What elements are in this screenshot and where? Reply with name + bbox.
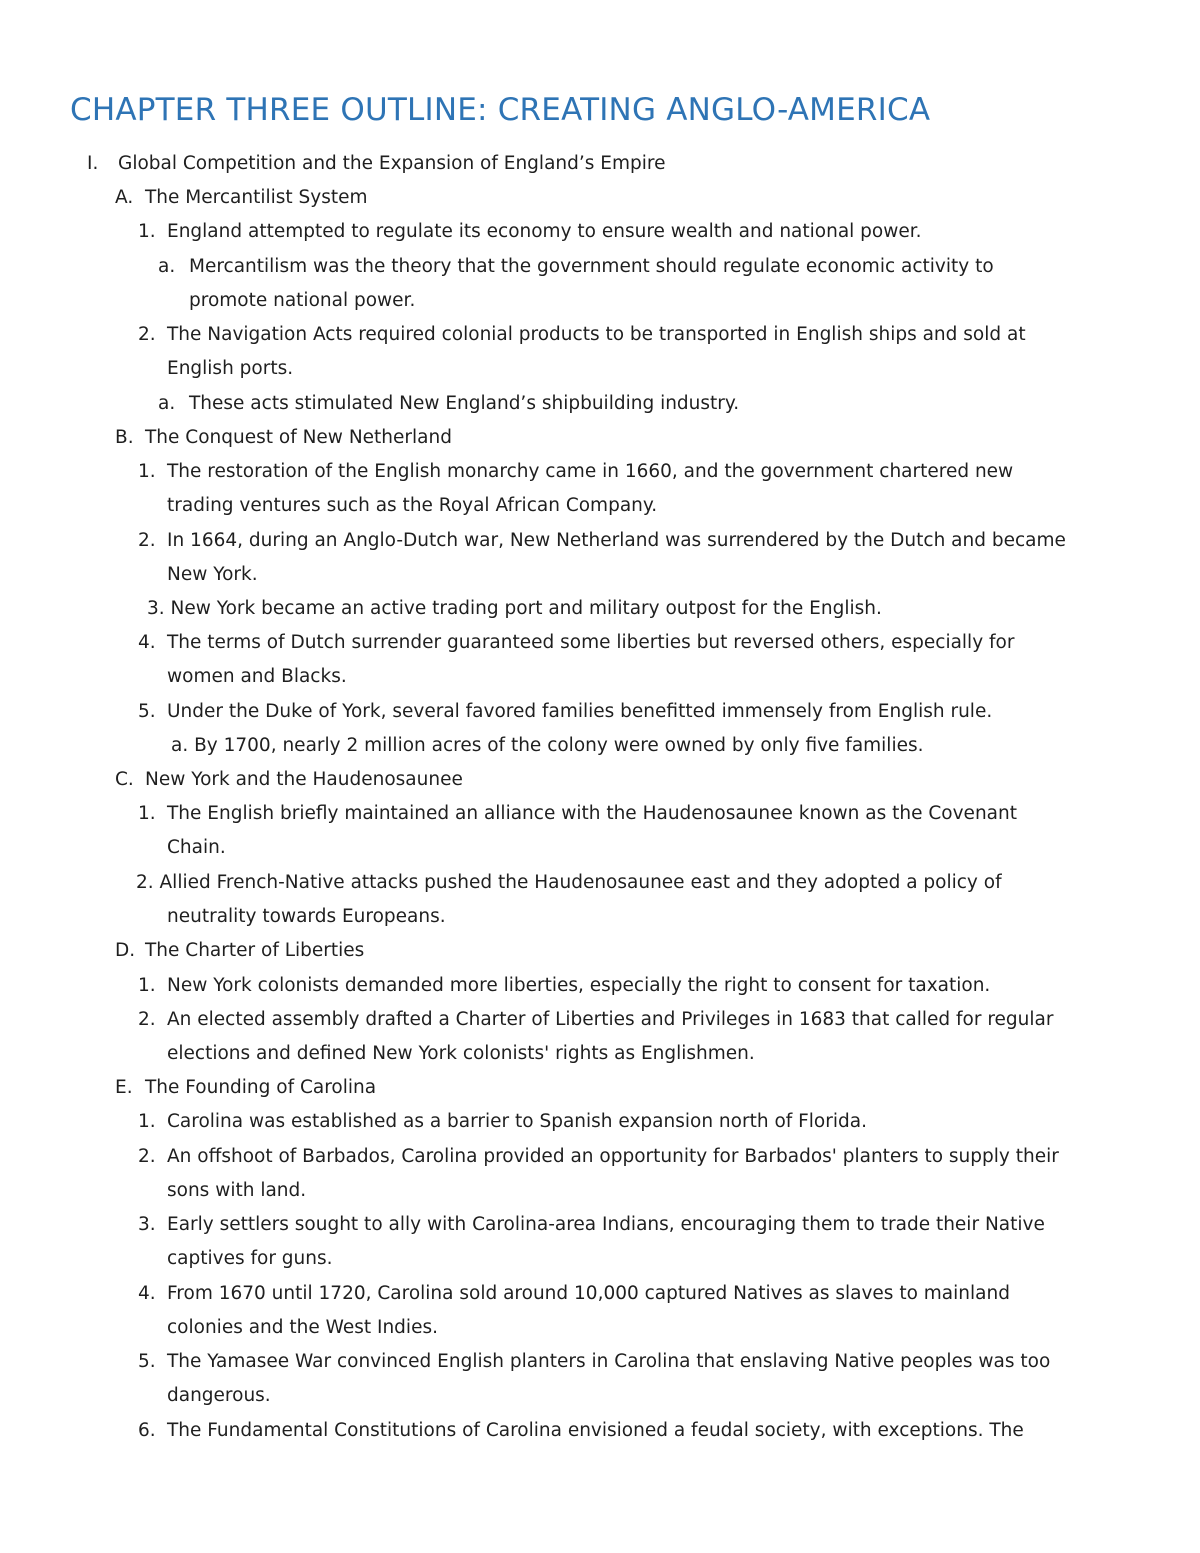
outline-text: These acts stimulated New England’s shipbuilding industry.	[189, 393, 740, 414]
outline-text: The Conquest of New Netherland	[145, 427, 452, 448]
outline-marker: 1.	[138, 461, 156, 482]
outline-text: An elected assembly drafted a Charter of Liberties and Privileges in 1683 that called for regular	[167, 1009, 1054, 1030]
outline-text: Carolina was established as a barrier to Spanish expansion north of Florida.	[167, 1111, 867, 1132]
outline-text: The Fundamental Constitutions of Carolina envisioned a feudal society, with exceptions. The	[167, 1420, 1024, 1441]
outline-marker: 1.	[138, 975, 156, 996]
outline-marker: 1.	[138, 221, 156, 242]
outline-text: An offshoot of Barbados, Carolina provided an opportunity for Barbados' planters to supply their	[167, 1146, 1059, 1167]
outline-text: New York colonists demanded more liberties, especially the right to consent for taxation.	[167, 975, 991, 996]
outline-text: trading ventures such as the Royal African Company.	[167, 495, 658, 516]
outline-text: elections and defined New York colonists' rights as Englishmen.	[167, 1043, 755, 1064]
outline-text: The Mercantilist System	[145, 187, 368, 208]
outline-text: The Charter of Liberties	[145, 940, 365, 961]
outline-text: From 1670 until 1720, Carolina sold around 10,000 captured Natives as slaves to mainland	[167, 1283, 1010, 1304]
outline-text: The Founding of Carolina	[145, 1077, 377, 1098]
outline-marker: E.	[115, 1077, 133, 1098]
outline-text: Global Competition and the Expansion of England’s Empire	[118, 153, 666, 174]
outline-marker: 2.	[138, 324, 156, 345]
outline-text: The Navigation Acts required colonial products to be transported in English ships and sold at	[167, 324, 1026, 345]
outline-text: neutrality towards Europeans.	[167, 906, 446, 927]
outline-marker: C.	[115, 769, 134, 790]
outline-text: The Yamasee War convinced English planters in Carolina that enslaving Native peoples was too	[167, 1351, 1051, 1372]
outline-text: English ports.	[167, 358, 294, 379]
outline-marker: 2.	[138, 530, 156, 551]
outline-text: The terms of Dutch surrender guaranteed some liberties but reversed others, especially for	[167, 632, 1015, 653]
outline-marker: 5.	[138, 701, 156, 722]
outline-text: colonies and the West Indies.	[167, 1317, 438, 1338]
outline-marker: 2.	[138, 1009, 156, 1030]
outline-marker: 3.	[138, 1214, 156, 1235]
outline-text: Under the Duke of York, several favored families benefitted immensely from English rule.	[167, 701, 993, 722]
outline-text: New York.	[167, 564, 258, 585]
outline-marker: a.	[158, 256, 176, 277]
outline-text: England attempted to regulate its economy to ensure wealth and national power.	[167, 221, 922, 242]
outline-marker: a.	[158, 393, 176, 414]
page-title: CHAPTER THREE OUTLINE: CREATING ANGLO-AMERICA	[70, 92, 931, 128]
outline-marker: 6.	[138, 1420, 156, 1441]
outline-text: promote national power.	[189, 290, 416, 311]
outline-marker: 4.	[138, 1283, 156, 1304]
outline-marker: 4.	[138, 632, 156, 653]
outline-marker: 1.	[138, 803, 156, 824]
outline-text: Early settlers sought to ally with Carolina-area Indians, encouraging them to trade their Native	[167, 1214, 1045, 1235]
outline-text: captives for guns.	[167, 1248, 333, 1269]
outline-text: dangerous.	[167, 1385, 271, 1406]
outline-marker: I.	[87, 153, 99, 174]
outline-text: New York and the Haudenosaunee	[145, 769, 463, 790]
outline-text: Chain.	[167, 837, 226, 858]
outline-marker: A.	[115, 187, 134, 208]
outline-text: The English briefly maintained an alliance with the Haudenosaunee known as the Covenant	[167, 803, 1017, 824]
outline-text: 3. New York became an active trading port and military outpost for the English.	[147, 598, 882, 619]
outline-marker: 5.	[138, 1351, 156, 1372]
outline-marker: 1.	[138, 1111, 156, 1132]
outline-text: a. By 1700, nearly 2 million acres of the colony were owned by only five families.	[171, 735, 924, 756]
outline-marker: D.	[115, 940, 136, 961]
outline-text: In 1664, during an Anglo-Dutch war, New Netherland was surrendered by the Dutch and became	[167, 530, 1066, 551]
outline-text: women and Blacks.	[167, 666, 347, 687]
outline-marker: B.	[115, 427, 134, 448]
outline-text: Mercantilism was the theory that the government should regulate economic activity to	[189, 256, 994, 277]
outline-marker: 2.	[138, 1146, 156, 1167]
outline-text: 2. Allied French-Native attacks pushed the Haudenosaunee east and they adopted a policy of	[136, 872, 1002, 893]
outline-text: The restoration of the English monarchy came in 1660, and the government chartered new	[167, 461, 1014, 482]
outline-text: sons with land.	[167, 1180, 307, 1201]
